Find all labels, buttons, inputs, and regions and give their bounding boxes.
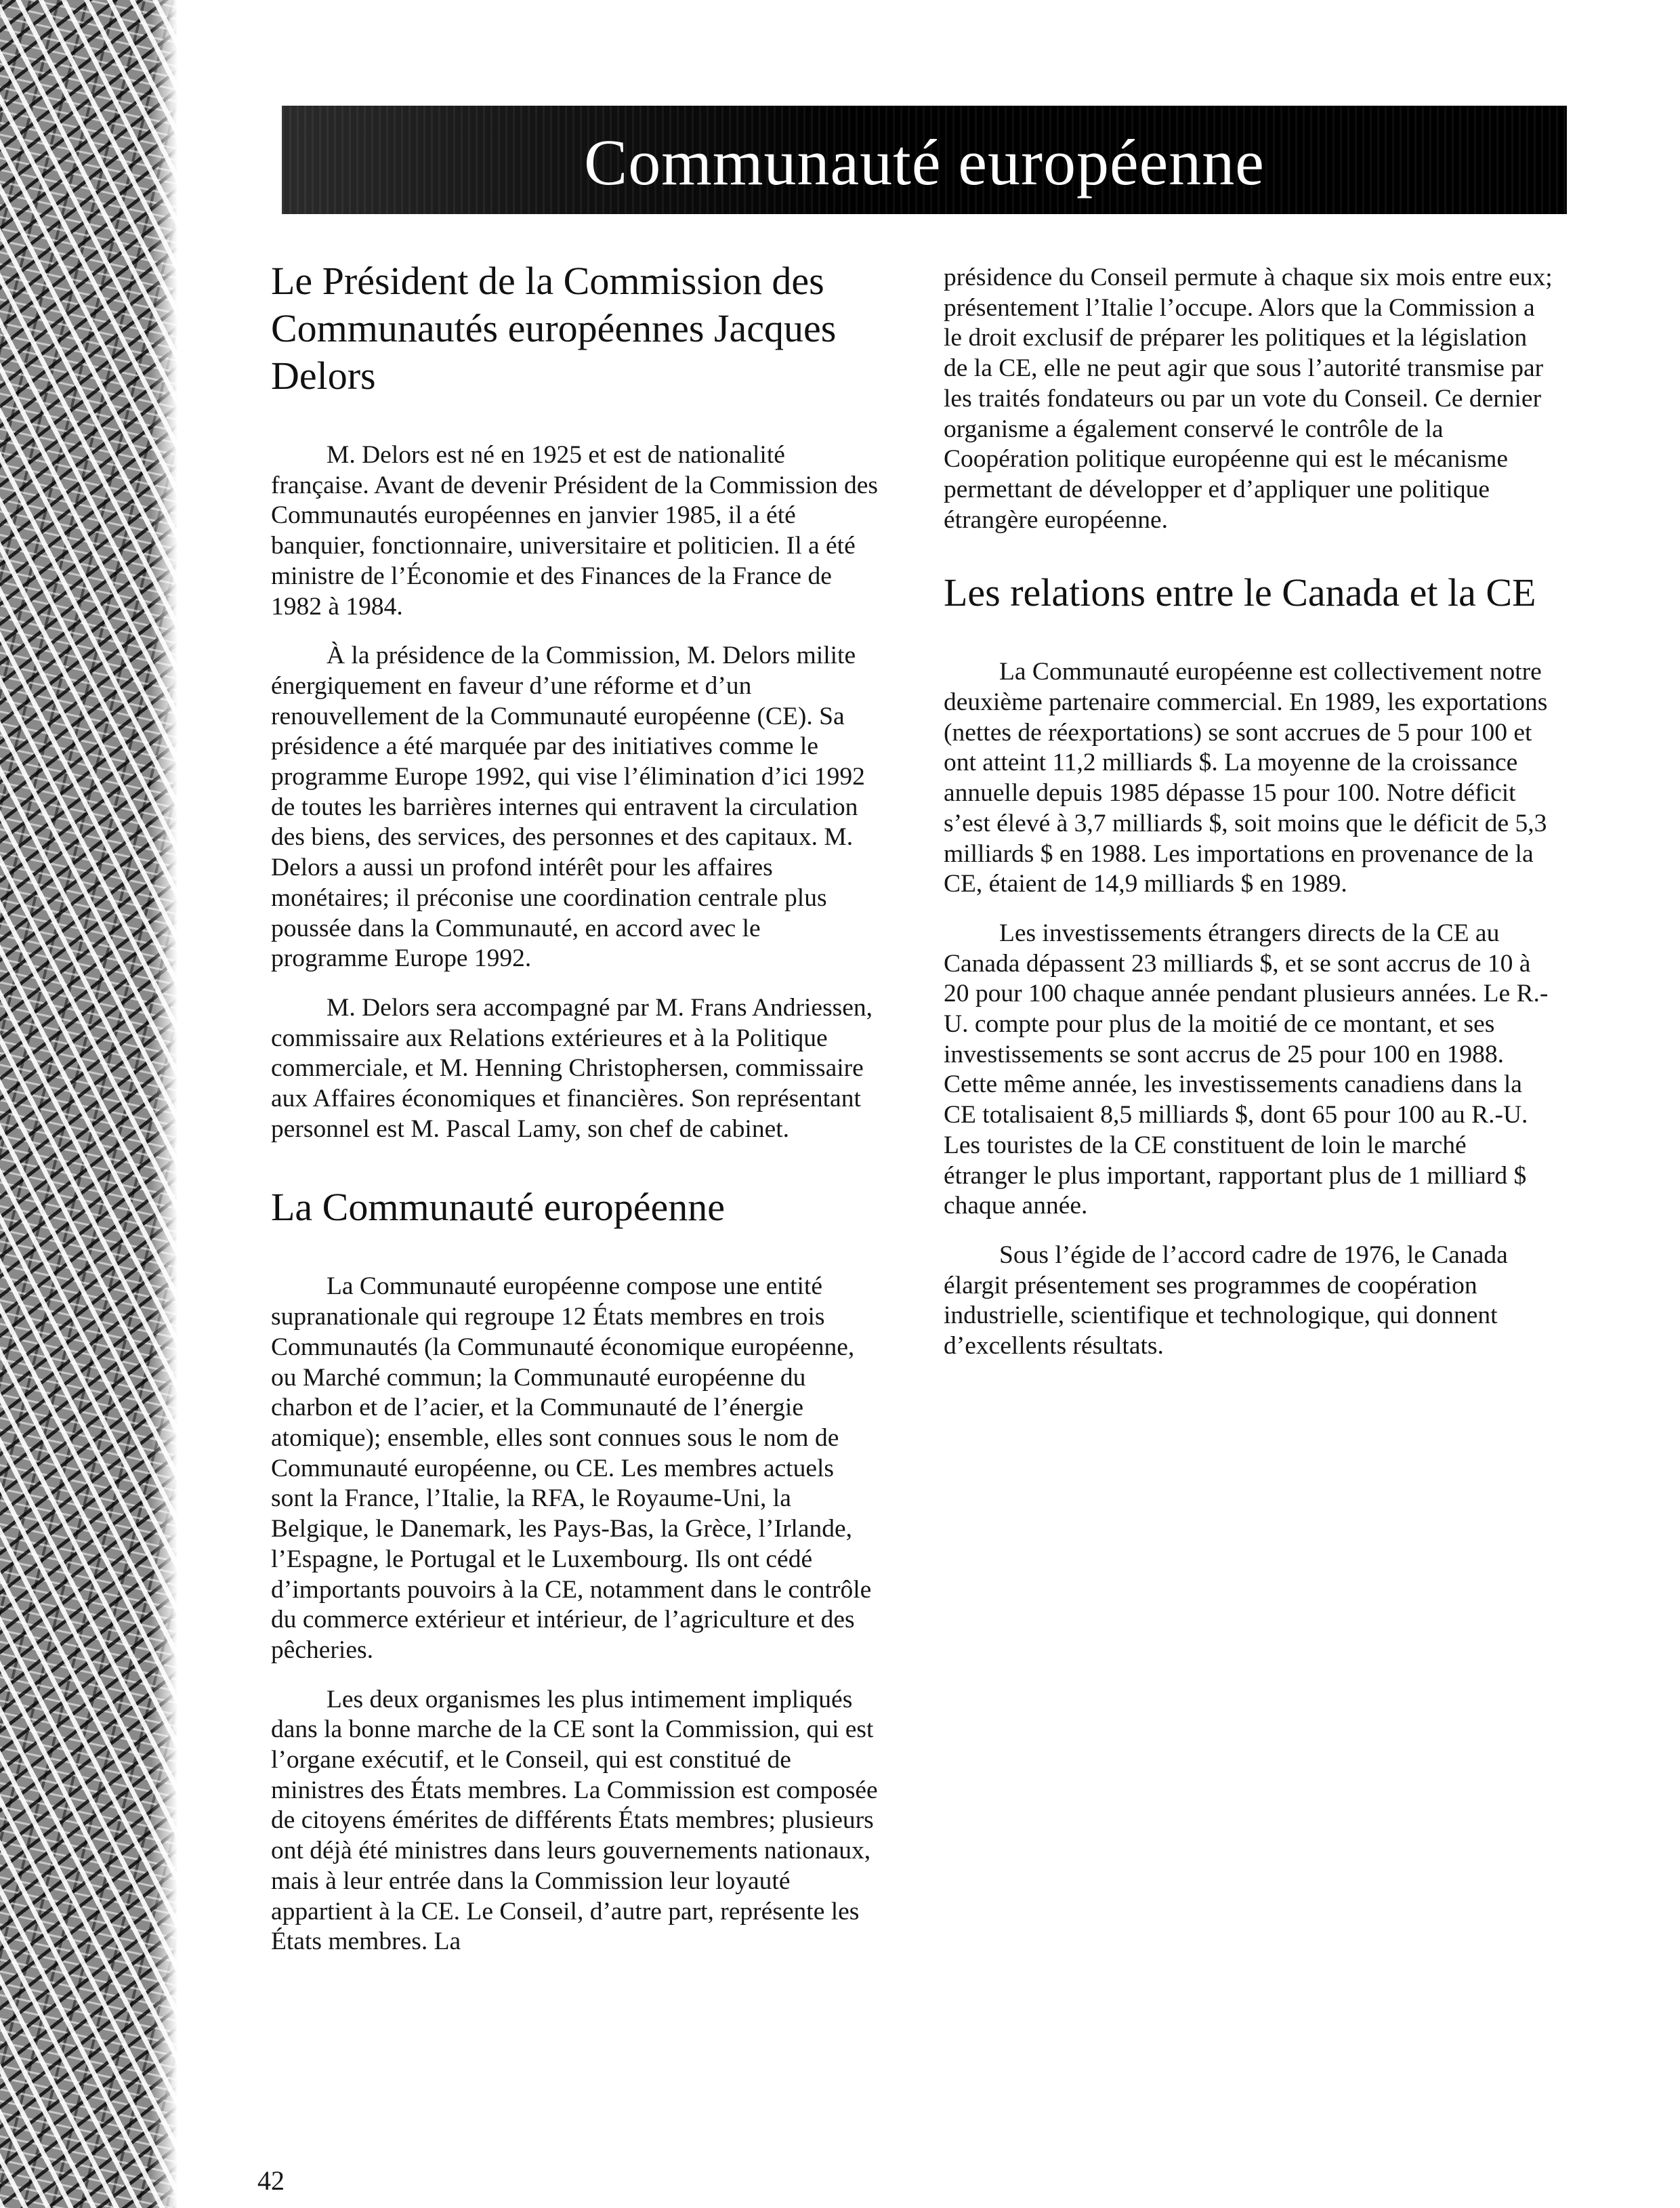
section-heading-canada: Les relations entre le Canada et la CE bbox=[944, 570, 1536, 615]
paragraph: M. Delors est né en 1925 et est de nationalité française. Avant de devenir Président de la Commission des Communautés européennes en janvier 1985, il a été banquier, fonctionnaire, universitaire et politicien. Il a été ministre de l’Économie et des Finances de la France de 1982 à 1984. bbox=[271, 441, 878, 621]
page-title: Communauté européenne bbox=[584, 125, 1265, 199]
paragraph: Les investissements étrangers directs de la CE au Canada dépassent 23 milliards $, et se sont accrus de 10 à 20 pour 100 chaque année pendant plusieurs années. Le R.-U. compte pour plus de la moitié de ce montant, et ses investissements se sont accrus de 25 pour 100 en 1988. Cette même année, les investissements canadiens dans la CE totalisaient 8,5 milliards $, dont 65 pour 100 au R.-U. Les touristes de la CE constituent de loin le marché étranger le plus important, rapportant plus de 1 milliard $ chaque année. bbox=[944, 919, 1549, 1220]
page-number: 42 bbox=[257, 2165, 285, 2196]
paragraph: présidence du Conseil permute à chaque six mois entre eux; présentement l’Italie l’occupe. Alors que la Commission a le droit exclusif de préparer les politiques et la législation de la CE, elle ne peut agir que sous l’autorité transmise par les traités fondateurs ou par un vote du Conseil. Ce dernier organisme a également conservé le contrôle de la Coopération politique européenne qui est le mécanisme permettant de développer et d’appliquer une politique étrangère européenne. bbox=[944, 264, 1553, 534]
marble-border-decoration bbox=[0, 0, 177, 2208]
paragraph: Sous l’égide de l’accord cadre de 1976, le Canada élargit présentement ses programmes de coopération industrielle, scientifique et technologique, qui donnent d’excellents résultats. bbox=[944, 1241, 1508, 1360]
title-banner bbox=[282, 106, 1567, 214]
paragraph: À la présidence de la Commission, M. Delors milite énergiquement en faveur d’une réforme et d’un renouvellement de la Communauté européenne (CE). Sa présidence a été marquée par des initiatives comme le programme Europe 1992, qui vise l’élimination d’ici 1992 de toutes les barrières internes qui entravent la circulation des biens, des services, des personnes et des capitaux. M. Delors a aussi un profond intérêt pour les affaires monétaires; il préconise une coordination centrale plus poussée dans la Communauté, en accord avec le programme Europe 1992. bbox=[271, 642, 865, 973]
section-heading-communaute: La Communauté européenne bbox=[271, 1185, 725, 1230]
paragraph: Les deux organismes les plus intimement impliqués dans la bonne marche de la CE sont la Commission, qui est l’organe exécutif, et le Conseil, qui est constitué de ministres des États membres. La Commission est composée de citoyens émérites de différents États membres; plusieurs ont déjà été ministres dans leurs gouvernements nationaux, mais à leur entrée dans la Commission leur loyauté appartient à la CE. Le Conseil, d’autre part, représente les États membres. La bbox=[271, 1685, 878, 1956]
paragraph: La Communauté européenne compose une entité supranationale qui regroupe 12 États membres en trois Communautés (la Communauté économique européenne, ou Marché commun; la Communauté européenne du charbon et de l’acier, et la Communauté de l’énergie atomique); ensemble, elles sont connues sous le nom de Communauté européenne, ou CE. Les membres actuels sont la France, l’Italie, la RFA, le Royaume-Uni, la Belgique, le Danemark, les Pays-Bas, la Grèce, l’Irlande, l’Espagne, le Portugal et le Luxembourg. Ils ont cédé d’importants pouvoirs à la CE, notamment dans le contrôle du commerce extérieur et intérieur, de l’agriculture et des pêcheries. bbox=[271, 1272, 872, 1664]
right-column bbox=[944, 263, 1553, 1381]
section-heading-delors: Le Président de la Commission des Communautés européennes Jacques Delors bbox=[271, 259, 837, 398]
left-column bbox=[271, 257, 881, 1976]
paragraph: M. Delors sera accompagné par M. Frans Andriessen, commissaire aux Relations extérieures et à la Politique commerciale, et M. Henning Christophersen, commissaire aux Affaires économiques et financières. Son représentant personnel est M. Pascal Lamy, son chef de cabinet. bbox=[271, 993, 873, 1143]
paragraph: La Communauté européenne est collectivement notre deuxième partenaire commercial. En 1989, les exportations (nettes de réexportations) se sont accrues de 5 pour 100 et ont atteint 11,2 milliards $. La moyenne de la croissance annuelle depuis 1985 dépasse 15 pour 100. Notre déficit s’est élevé à 3,7 milliards $, soit moins que le déficit de 5,3 milliards $ en 1988. Les importations en provenance de la CE, étaient de 14,9 milliards $ en 1989. bbox=[944, 658, 1548, 898]
